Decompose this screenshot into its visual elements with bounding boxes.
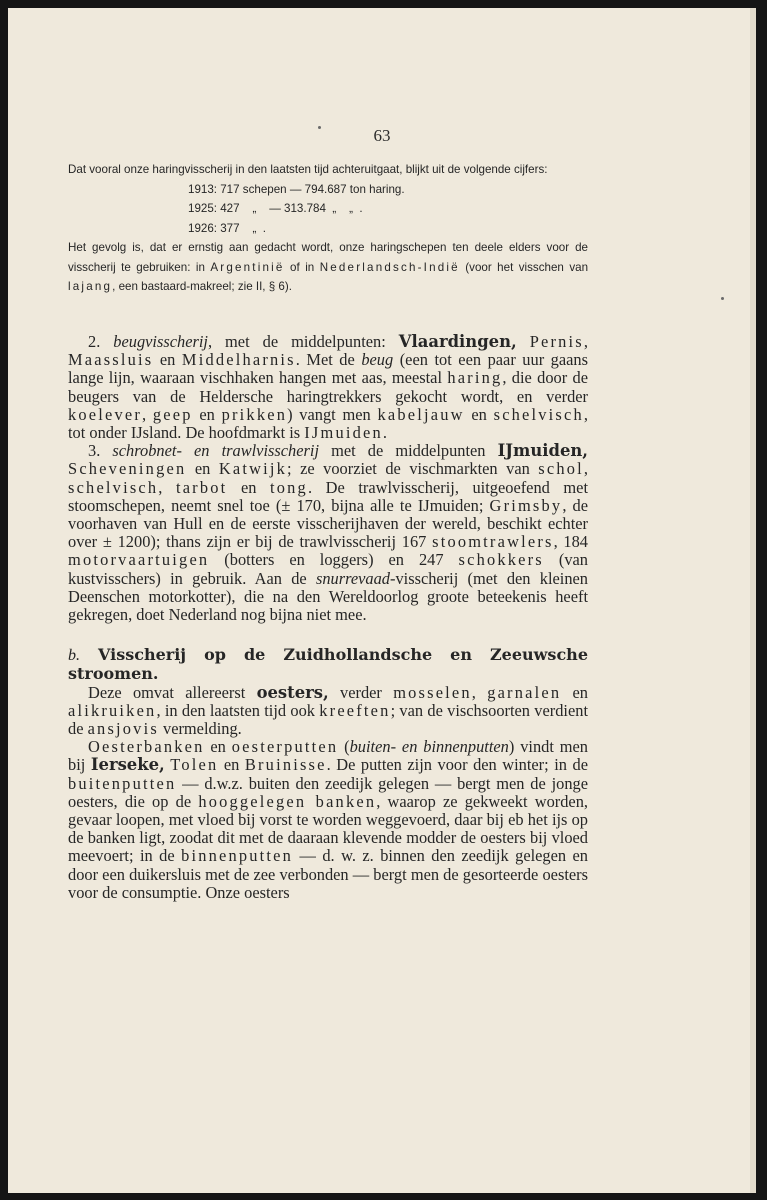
paragraph-oesterbanken: Oesterbanken en oesterputten (buiten- en binnenputten) vindt men bij Ierseke, Tolen en Bruinisse. De putten zijn voor den winter; in de buitenputten — d.w.z. buiten den zeedijk gelegen — bergt men de jonge oesters, die op de hooggelegen banken, waarop ze gekweekt worden, gevaar loopen, met vloed bij vorst te worden weggevoerd, daar bij eb het ijs op de banken ligt, zoodat dit met de daaraan klevende modder de oesters bij vloed meevoert; in de binnenputten — d. w. z. binnen den zeedijk gelegen en door een duikersluis met de zee verbonden — bergt men de gesorteerde oesters voor de consumptie. Onze oesters [68, 737, 588, 902]
main-text [68, 333, 588, 902]
intro-consequence: Het gevolg is, dat er ernstig aan gedacht wordt, onze haringschepen ten deele elders voor de visscherij te gebruiken: in Argentinië of in Nederlandsch-Indië (voor het visschen van lajang, een bastaard-makreel; zie II, § 6). [68, 241, 589, 293]
table-row: 1926: 377 „ . [188, 221, 266, 235]
intro-block [68, 160, 588, 297]
paragraph-beugvisscherij: 2. beugvisscherij, met de middelpunten: Vlaardingen, Pernis, Maassluis en Middelharnis. Met de beug (een tot een paar uur gaans lange lijn, waaraan vischhaken hangen met aas, meestal haring, die door de beugers van de Heldersche haringtrekkers gekocht wordt, en verder koelever, geep en prikken) vangt men kabeljauw en schelvisch, tot onder IJsland. De hoofdmarkt is IJmuiden. [68, 332, 589, 443]
table-row: 1913: 717 schepen — 794.687 ton haring. [188, 182, 405, 196]
table-row: 1925: 427 „ — 313.784 „ „ . [188, 202, 363, 215]
intro-text: Dat vooral onze haringvisscherij in den laatsten tijd achteruitgaat, blijkt uit de volgende cijfers: [68, 163, 548, 176]
paragraph-deze-omvat: Deze omvat allereerst oesters, verder mosselen, garnalen en alikruiken, in den laatsten tijd ook kreeften; van de vischsoorten verdient de ansjovis vermelding. [68, 682, 588, 739]
page-edge [750, 8, 756, 1193]
paragraph-trawlvisscherij: 3. schrobnet- en trawlvisscherij met de middelpunten IJmuiden, Scheveningen en Katwijk; ze voorziet de vischmarkten van schol, schelvisch, tarbot en tong. De trawlvisscherij, uitgeoefend met stoomschepen, neemt snel toe (± 170, bijna alle te IJmuiden; Grimsby, de voorhaven van Hull en de eerste visscherijhaven der wereld, beschikt echter over ± 1200); thans zijn er bij de trawlvisscherij 167 stoomtrawlers, 184 motorvaartuigen (botters en loggers) en 247 schokkers (van kustvisschers) in gebruik. Aan de snurrevaad-visscherij (met den kleinen Deenschen motorkotter), die na den Wereldoorlog groote beteekenis heeft gekregen, doet Nederland nog bijna niet mee. [68, 441, 589, 625]
section-gap [68, 624, 588, 646]
page-number: 63 [373, 126, 391, 145]
herring-figures-table [188, 180, 588, 239]
section-heading: b. Visscherij op de Zuidhollandsche en Zeeuwsche stroomen. [68, 645, 588, 684]
book-page [8, 8, 756, 1193]
ink-speck [721, 297, 724, 300]
